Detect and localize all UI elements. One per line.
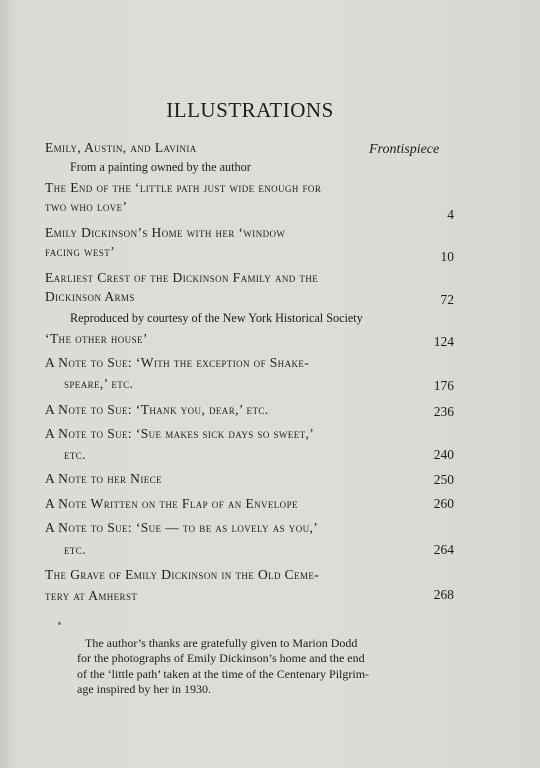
page-number: 250 — [433, 472, 454, 487]
illustration-entry-line: A Note to Sue: ‘Sue makes sick days so sweet,’ — [45, 426, 315, 441]
illustration-entry-line: speare,’ etc. — [64, 376, 134, 391]
illustration-entry-line: facing west’ — [45, 244, 116, 259]
illustration-entry-line: Earliest Crest of the Dickinson Family and the — [45, 270, 319, 285]
page-number: 264 — [433, 542, 454, 557]
page-number: 4 — [447, 207, 454, 222]
footnote-line: age inspired by her in 1930. — [77, 681, 211, 696]
footnote-line: for the photographs of Emily Dickinson’s home and the end — [77, 651, 365, 666]
illustration-entry-line: Emily, Austin, and Lavinia — [45, 140, 197, 155]
footnote-line: The author’s thanks are gratefully given to Marion Dodd — [85, 636, 358, 650]
page-heading: ILLUSTRATIONS — [166, 98, 334, 122]
page-number: 10 — [440, 249, 454, 264]
acknowledgement-footnote — [77, 636, 447, 697]
illustration-entry-line: The End of the ‘little path just wide enough for — [45, 180, 322, 195]
illustration-entry-line: Dickinson Arms — [45, 289, 135, 304]
illustration-entry-line: two who love’ — [45, 199, 128, 214]
illustration-entry-line: ‘The other house’ — [45, 331, 148, 346]
illustration-entry-line: tery at Amherst — [45, 588, 138, 603]
illustration-entry-line: A Note Written on the Flap of an Envelope — [45, 496, 298, 511]
illustration-entry-line: Emily Dickinson’s Home with her ‘window — [45, 225, 286, 240]
illustration-entry-line: A Note to Sue: ‘Thank you, dear,’ etc. — [45, 402, 269, 417]
page-number: 176 — [433, 378, 454, 393]
illustration-entry-line: A Note to her Niece — [45, 471, 162, 486]
illustration-entry-line: etc. — [64, 542, 86, 557]
illustration-entry-line: etc. — [64, 447, 86, 462]
illustration-credit-note: Reproduced by courtesy of the New York Historical Society — [70, 311, 363, 325]
frontispiece-label: Frontispiece — [369, 142, 440, 157]
page-number: 260 — [433, 496, 454, 511]
illustration-entry-line: The Grave of Emily Dickinson in the Old Ceme- — [45, 567, 320, 582]
illustration-credit-note: From a painting owned by the author — [70, 160, 251, 174]
footnote-line: of the ‘little path’ taken at the time of the Centenary Pilgrim- — [77, 666, 370, 681]
page-number: 236 — [433, 404, 454, 419]
illustration-entry-line: A Note to Sue: ‘Sue — to be as lovely as you,’ — [45, 520, 319, 535]
page-number: 72 — [440, 292, 454, 307]
page-number: 240 — [433, 447, 454, 462]
ink-speck — [58, 622, 61, 625]
illustration-entry-line: A Note to Sue: ‘With the exception of Shake- — [45, 355, 310, 370]
page-number: 268 — [433, 587, 454, 602]
page-number: 124 — [433, 334, 454, 349]
